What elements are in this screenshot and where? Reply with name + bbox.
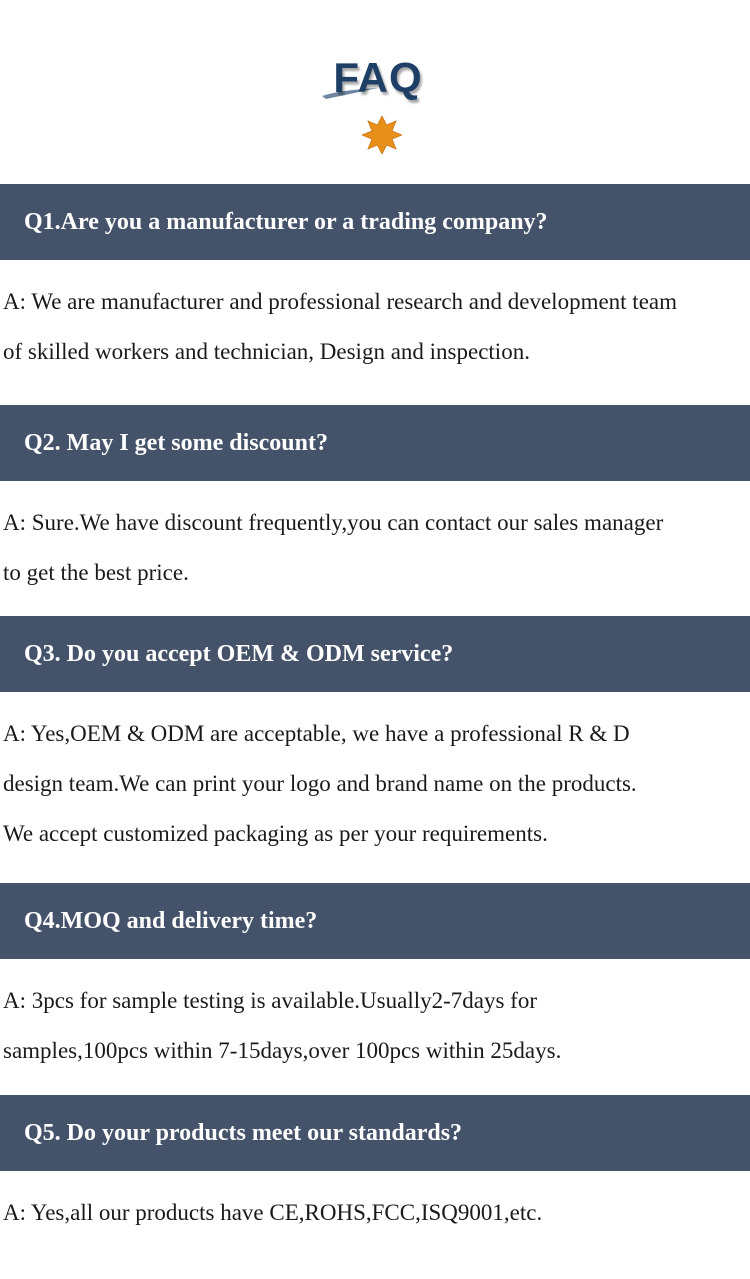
- faq-answer-1-line-1: A: We are manufacturer and professional research and development team: [3, 289, 678, 314]
- faq-answer-3-line-1: A: Yes,OEM & ODM are acceptable, we have a professional R & D: [3, 721, 630, 746]
- faq-answer-4-line-2: samples,100pcs within 7-15days,over 100pcs within 25days.: [3, 1038, 562, 1063]
- faq-answer-2-line-1: A: Sure.We have discount frequently,you can contact our sales manager: [3, 510, 664, 535]
- faq-answer-4: [3, 976, 748, 1076]
- faq-question-4: Q4.MOQ and delivery time?: [24, 908, 318, 934]
- faq-question-bar-4: [0, 883, 750, 959]
- faq-answer-5-line-1: A: Yes,all our products have CE,ROHS,FCC,ISQ9001,etc.: [3, 1200, 543, 1225]
- faq-answer-3: [3, 709, 748, 859]
- faq-question-bar-2: [0, 405, 750, 481]
- faq-answer-3-line-2: design team.We can print your logo and brand name on the products.: [3, 771, 637, 796]
- faq-answer-3-line-3: We accept customized packaging as per your requirements.: [3, 821, 548, 846]
- faq-logo: [0, 52, 750, 104]
- faq-question-3: Q3. Do you accept OEM & ODM service?: [24, 641, 454, 667]
- faq-question-2: Q2. May I get some discount?: [24, 430, 328, 456]
- faq-question-5: Q5. Do your products meet our standards?: [24, 1120, 463, 1146]
- faq-answer-5: [3, 1188, 748, 1238]
- faq-question-bar-3: [0, 616, 750, 692]
- faq-title: FAQ: [333, 54, 423, 101]
- faq-answer-4-line-1: A: 3pcs for sample testing is available.Usually2-7days for: [3, 988, 537, 1013]
- faq-header: [0, 0, 750, 184]
- faq-question-bar-5: [0, 1095, 750, 1171]
- faq-question-1: Q1.Are you a manufacturer or a trading company?: [24, 209, 548, 235]
- orange-star-icon: [362, 116, 402, 154]
- faq-answer-1-line-2: of skilled workers and technician, Design and inspection.: [3, 339, 530, 364]
- faq-answer-2-line-2: to get the best price.: [3, 560, 189, 585]
- faq-answer-2: [3, 498, 748, 598]
- faq-answer-1: [3, 277, 748, 377]
- faq-question-bar-1: [0, 184, 750, 260]
